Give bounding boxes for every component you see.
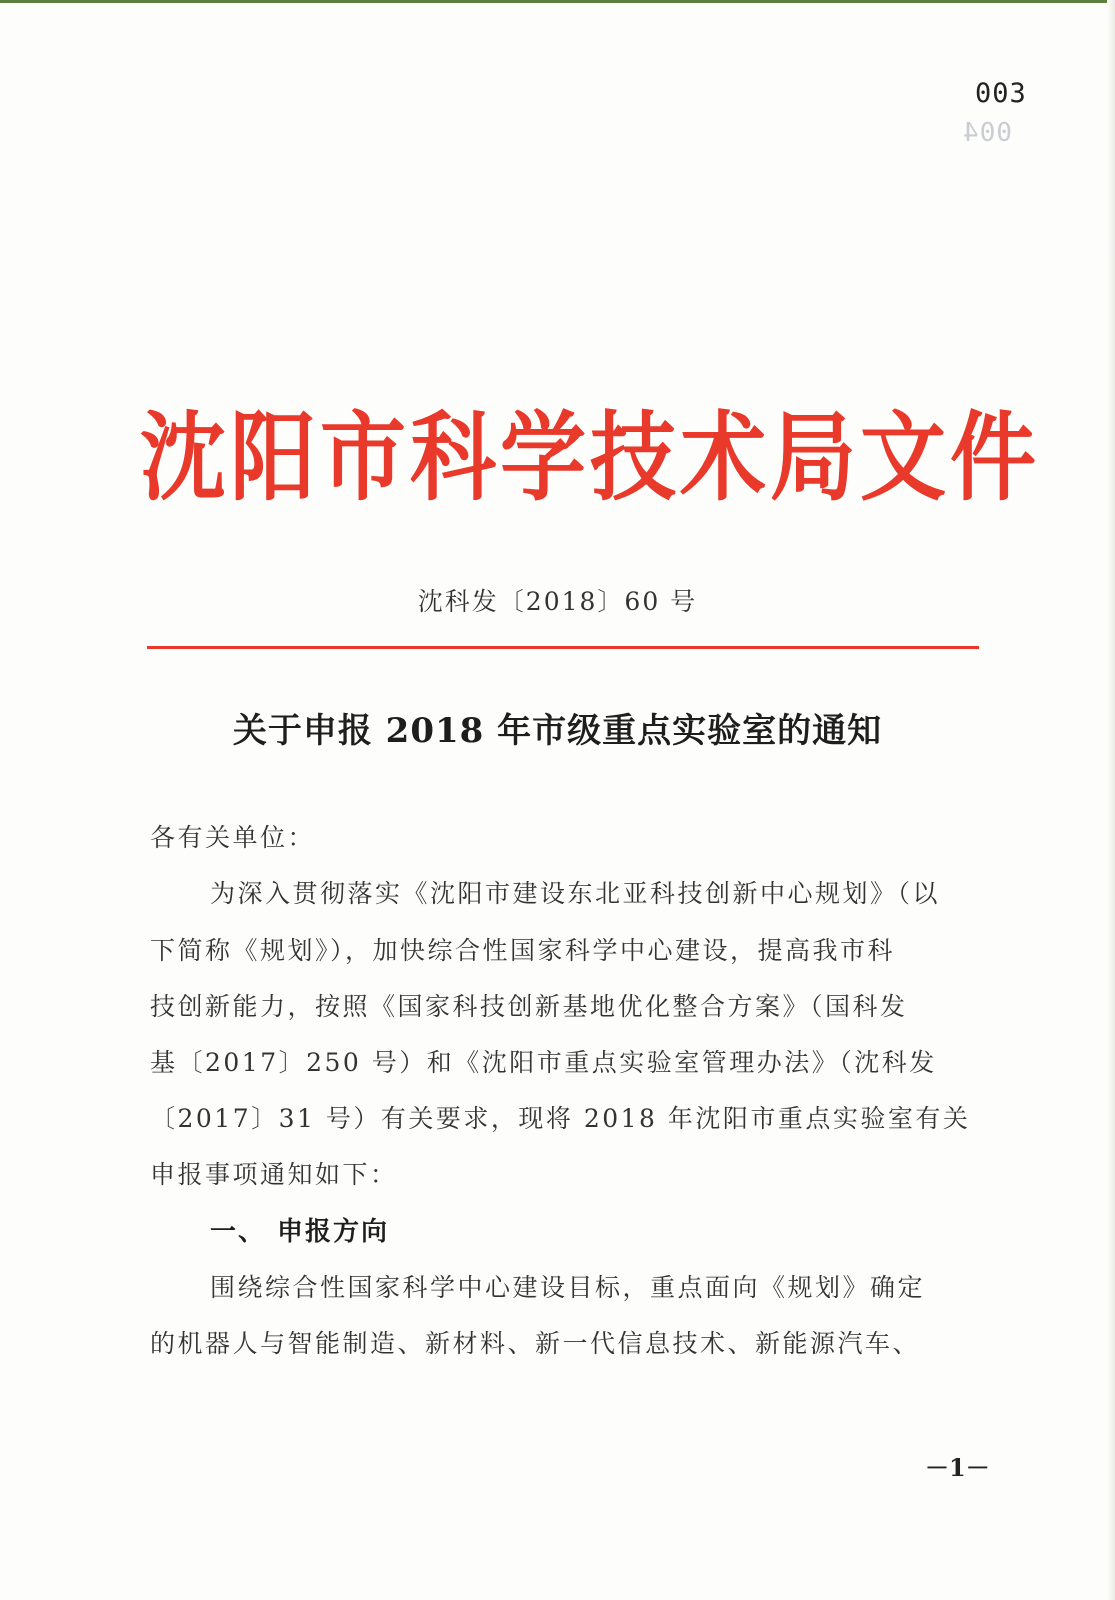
section1-heading: 一、 申报方向 — [210, 1217, 390, 1247]
paragraph2-line2: 的机器人与智能制造、新材料、新一代信息技术、新能源汽车、 — [150, 1329, 921, 1358]
archive-serial-number: 003 — [975, 78, 1027, 109]
document-number: 沈科发〔2018〕60 号 — [417, 587, 698, 616]
salutation: 各有关单位： — [150, 823, 316, 852]
paragraph1-line3: 技创新能力，按照《国家科技创新基地优化整合方案》（国科发 — [150, 992, 908, 1021]
paragraph2-line1: 围绕综合性国家科学中心建设目标，重点面向《规划》确定 — [210, 1273, 926, 1302]
page-number: －1－ — [925, 1453, 990, 1482]
scan-top-border — [0, 0, 1115, 3]
letterhead-red-rule — [147, 646, 979, 649]
paragraph1-line1: 为深入贯彻落实《沈阳市建设东北亚科技创新中心规划》（以 — [210, 879, 941, 908]
paragraph1-line5: 〔2017〕31 号）有关要求，现将 2018 年沈阳市重点实验室有关 — [150, 1104, 971, 1133]
paragraph1-line4: 基〔2017〕250 号）和《沈阳市重点实验室管理办法》（沈科发 — [150, 1048, 937, 1077]
agency-letterhead: 沈阳市科学技术局文件 — [140, 402, 1040, 515]
archive-serial-ghost-stamp: 004 — [962, 118, 1012, 148]
paragraph1-line6: 申报事项通知如下： — [150, 1160, 398, 1189]
paragraph1-line2: 下简称《规划》），加快综合性国家科学中心建设，提高我市科 — [150, 936, 896, 965]
scan-right-edge — [1107, 0, 1115, 1600]
document-title: 关于申报 2018 年市级重点实验室的通知 — [232, 711, 883, 751]
